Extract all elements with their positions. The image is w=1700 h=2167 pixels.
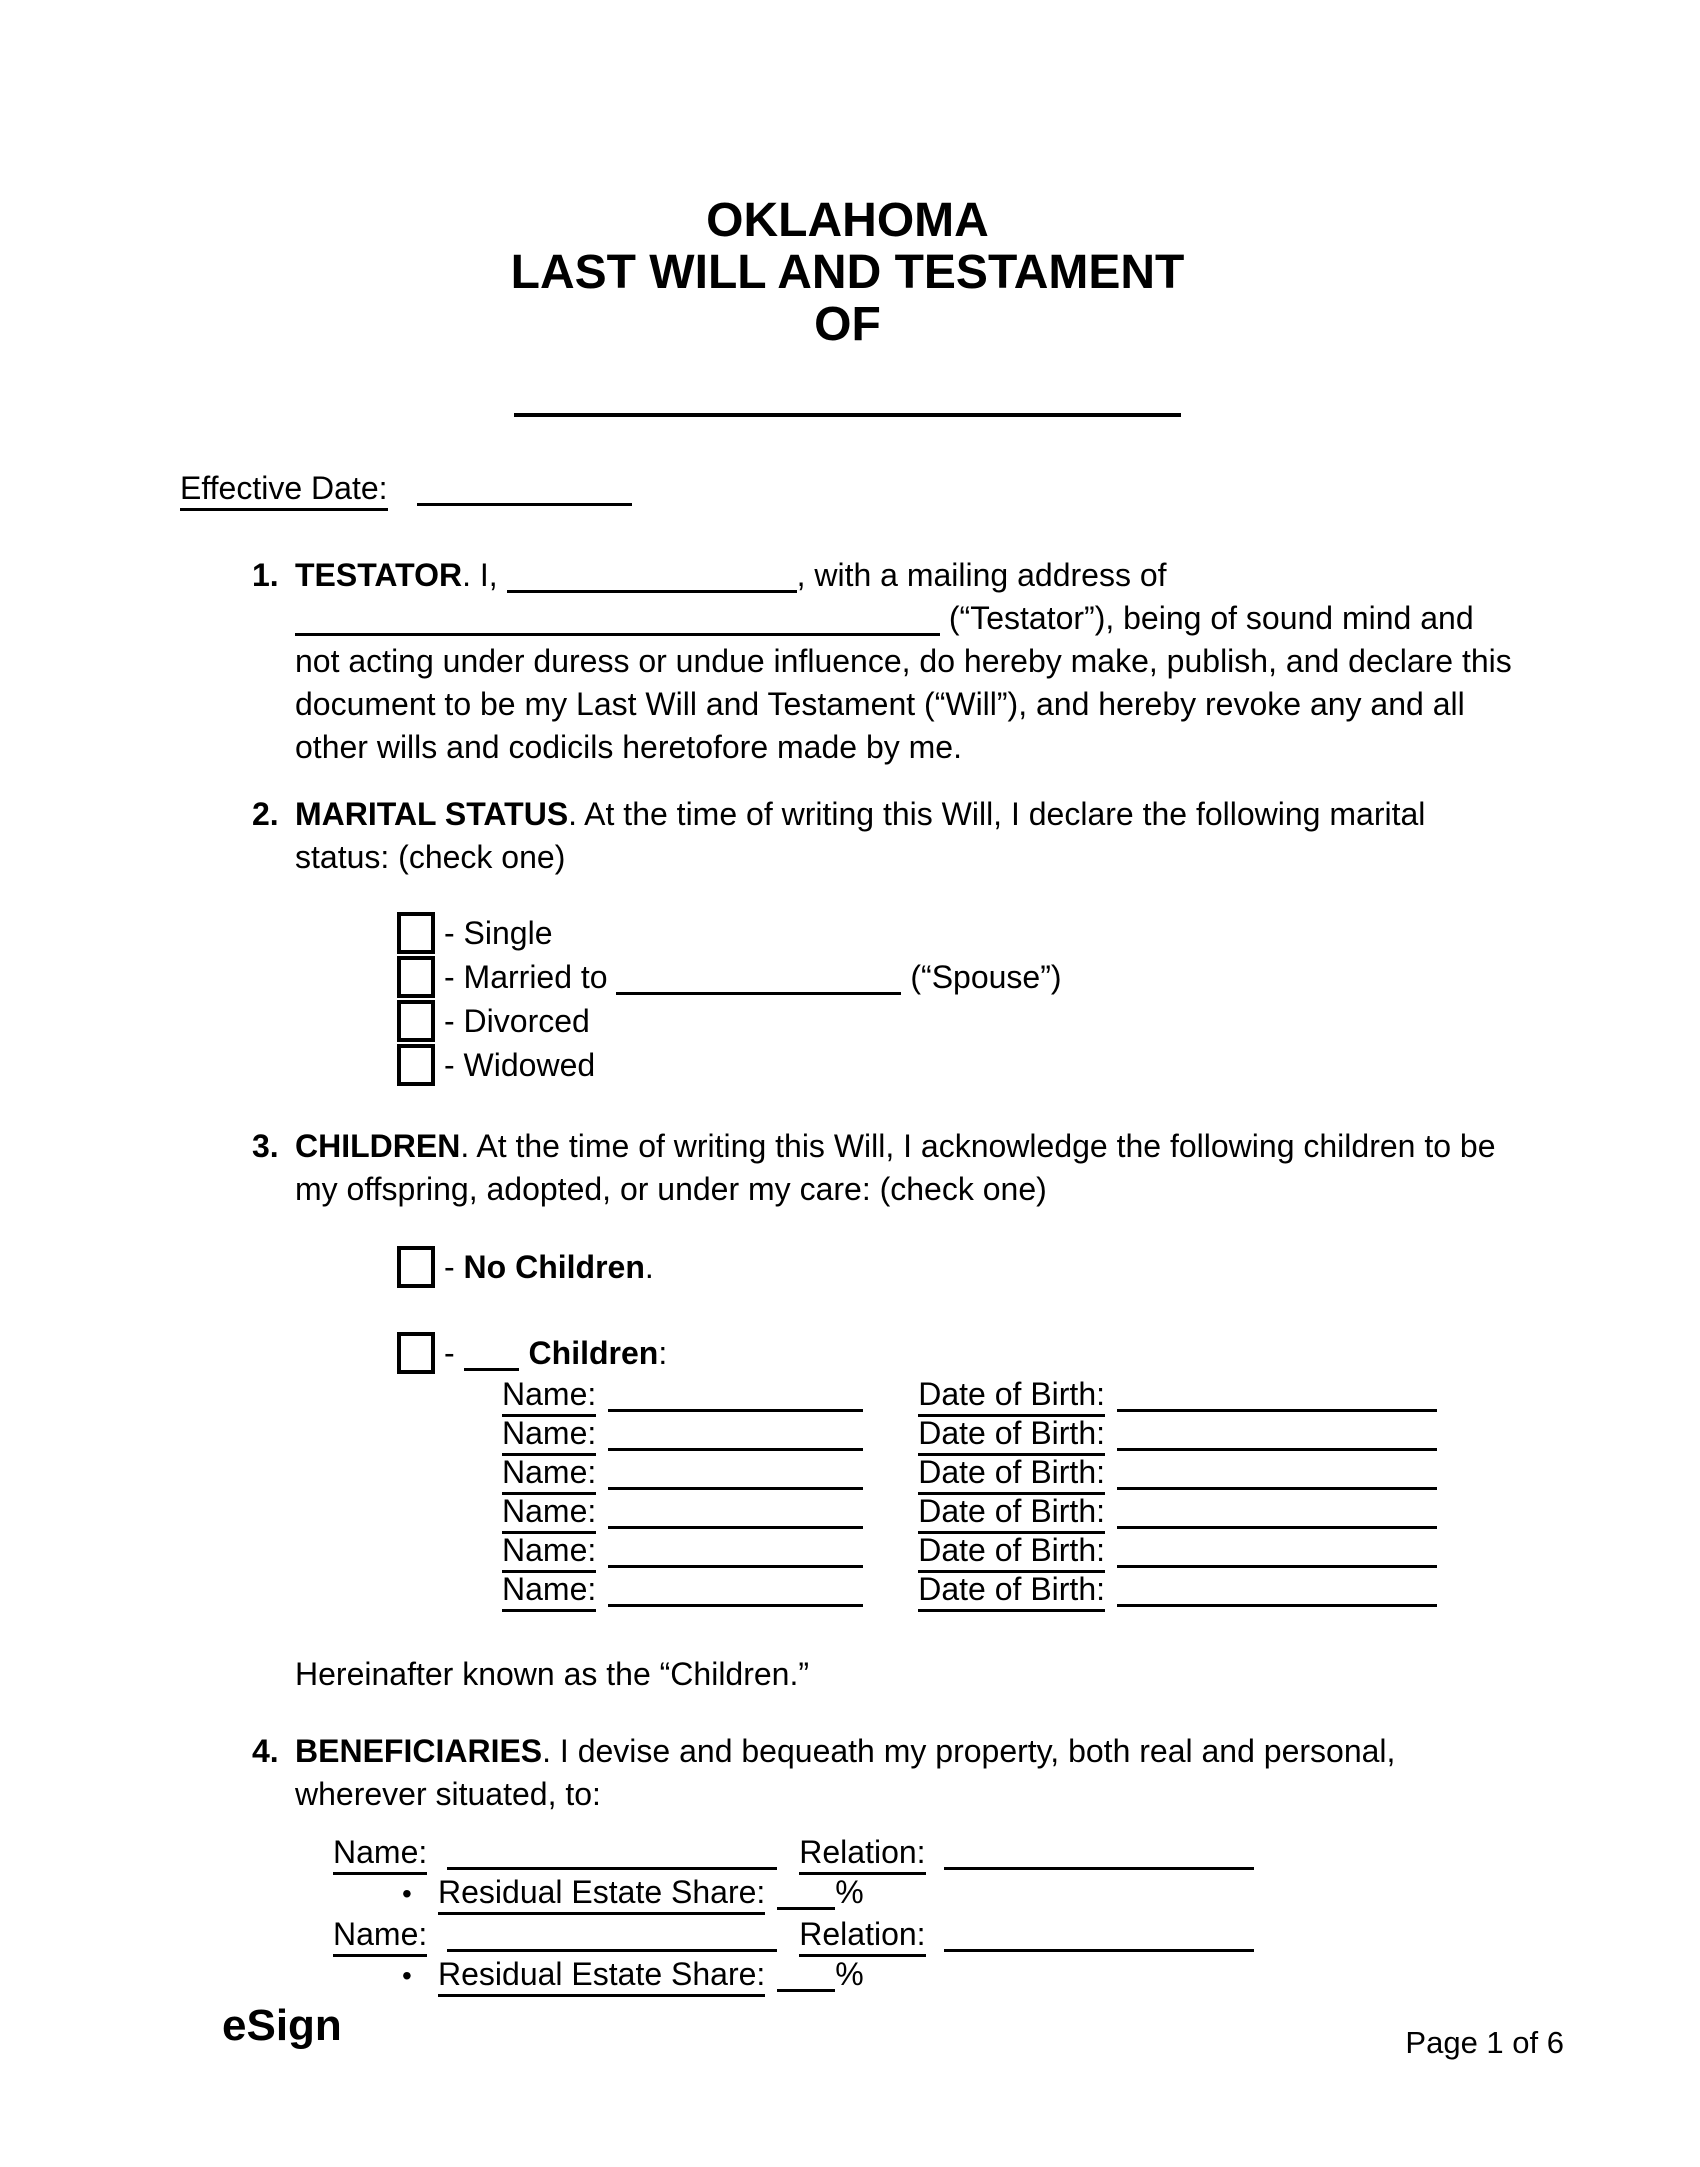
option-single	[397, 911, 1515, 955]
child-name-label: Name:	[502, 1493, 596, 1534]
blank-beneficiary-relation-2[interactable]	[944, 1923, 1254, 1952]
blank-spouse-name[interactable]	[616, 966, 901, 995]
option-divorced-label: - Divorced	[444, 1003, 590, 1039]
child-dob-label: Date of Birth:	[918, 1493, 1105, 1534]
child-dob-label: Date of Birth:	[918, 1415, 1105, 1456]
blank-beneficiary-name-1[interactable]	[447, 1841, 777, 1870]
marital-status-options	[397, 911, 1515, 1087]
section-heading-beneficiaries: BENEFICIARIES	[295, 1733, 543, 1769]
child-dob-label: Date of Birth:	[918, 1532, 1105, 1573]
residual-share-label: Residual Estate Share:	[438, 1874, 765, 1915]
children-count-prefix: -	[444, 1335, 464, 1371]
section-number-2: 2.	[252, 796, 279, 832]
blank-child-name-4[interactable]	[608, 1500, 863, 1529]
beneficiary-relation-label: Relation:	[799, 1834, 925, 1875]
child-row-3	[502, 1453, 1515, 1492]
hereinafter-note: Hereinafter known as the “Children.”	[295, 1656, 810, 1692]
beneficiary-row-1	[333, 1832, 1515, 1872]
blank-child-dob-1[interactable]	[1117, 1383, 1437, 1412]
child-row-5	[502, 1531, 1515, 1570]
blank-testator-name[interactable]	[507, 564, 797, 593]
option-no-children	[397, 1245, 1515, 1289]
beneficiary-relation-label: Relation:	[799, 1916, 925, 1957]
child-name-label: Name:	[502, 1376, 596, 1417]
checkbox-divorced[interactable]	[397, 1000, 435, 1042]
blank-child-name-3[interactable]	[608, 1461, 863, 1490]
section-number-4: 4.	[252, 1733, 279, 1769]
no-children-label: No Children	[463, 1249, 645, 1285]
esign-logo: eSign	[222, 2001, 342, 2050]
section-beneficiaries	[180, 1730, 1515, 1816]
blank-beneficiary-relation-1[interactable]	[944, 1841, 1254, 1870]
beneficiaries-text: . I devise and bequeath my property, both real and personal, wherever situated, to:	[295, 1733, 1396, 1812]
section-number-3: 3.	[252, 1128, 279, 1164]
blank-child-name-6[interactable]	[608, 1578, 863, 1607]
blank-child-dob-4[interactable]	[1117, 1500, 1437, 1529]
blank-children-count[interactable]	[464, 1342, 519, 1371]
option-married-suffix: (“Spouse”)	[901, 959, 1062, 995]
beneficiary-share-row-1	[402, 1872, 1515, 1914]
beneficiary-row-2	[333, 1914, 1515, 1954]
child-name-label: Name:	[502, 1532, 596, 1573]
children-count-suffix: :	[658, 1335, 668, 1371]
child-row-6	[502, 1570, 1515, 1609]
option-widowed	[397, 1043, 1515, 1087]
child-name-label: Name:	[502, 1454, 596, 1495]
section-children	[180, 1125, 1515, 1211]
section-heading-testator: TESTATOR	[295, 557, 463, 593]
checkbox-single[interactable]	[397, 912, 435, 954]
option-married-label: - Married to	[444, 959, 617, 995]
no-children-prefix: -	[444, 1249, 464, 1285]
percent-sign: %	[835, 1874, 864, 1910]
blank-residual-share-2[interactable]	[777, 1963, 835, 1992]
child-dob-label: Date of Birth:	[918, 1454, 1105, 1495]
effective-date-row	[180, 467, 1515, 510]
children-text: . At the time of writing this Will, I acknowledge the following children to be my offspring, adopted, or under my care: (check one)	[295, 1128, 1496, 1207]
blank-child-dob-3[interactable]	[1117, 1461, 1437, 1490]
option-single-label: - Single	[444, 915, 553, 951]
section-testator	[180, 554, 1515, 769]
blank-residual-share-1[interactable]	[777, 1881, 835, 1910]
child-name-label: Name:	[502, 1415, 596, 1456]
section-heading-marital: MARITAL STATUS	[295, 796, 569, 832]
child-name-label: Name:	[502, 1571, 596, 1612]
checkbox-no-children[interactable]	[397, 1246, 435, 1288]
option-married	[397, 955, 1515, 999]
bullet-icon: •	[402, 1960, 412, 1991]
children-count-label: Children	[528, 1335, 659, 1371]
blank-child-dob-2[interactable]	[1117, 1422, 1437, 1451]
beneficiary-share-row-2	[402, 1954, 1515, 1996]
percent-sign: %	[835, 1956, 864, 1992]
option-has-children	[397, 1331, 1515, 1375]
blank-effective-date[interactable]	[417, 477, 632, 506]
blank-child-dob-5[interactable]	[1117, 1539, 1437, 1568]
beneficiary-name-label: Name:	[333, 1916, 427, 1957]
option-widowed-label: - Widowed	[444, 1047, 596, 1083]
blank-child-dob-6[interactable]	[1117, 1578, 1437, 1607]
blank-child-name-5[interactable]	[608, 1539, 863, 1568]
child-row-1	[502, 1375, 1515, 1414]
title-line-of: OF	[814, 298, 881, 351]
section-marital-status	[180, 793, 1515, 879]
bullet-icon: •	[402, 1878, 412, 1909]
blank-testator-title-name[interactable]	[514, 413, 1181, 417]
child-dob-label: Date of Birth:	[918, 1571, 1105, 1612]
child-row-4	[502, 1492, 1515, 1531]
checkbox-has-children[interactable]	[397, 1332, 435, 1374]
blank-beneficiary-name-2[interactable]	[447, 1923, 777, 1952]
title-line-state: OKLAHOMA	[706, 194, 989, 247]
testator-text-3: (“Testator”), being of sound mind and not acting under duress or undue influence, do hereby make, publish, and declare this document to be my Last Will and Testament (“Will”), and hereby revoke any and all other wills and codicils heretofore made by me.	[295, 600, 1512, 765]
blank-child-name-1[interactable]	[608, 1383, 863, 1412]
child-row-2	[502, 1414, 1515, 1453]
marital-text: . At the time of writing this Will, I declare the following marital status: (check one)	[295, 796, 1426, 875]
blank-child-name-2[interactable]	[608, 1422, 863, 1451]
testator-text-2: , with a mailing address of	[796, 557, 1167, 593]
beneficiaries-list	[180, 1832, 1515, 1996]
effective-date-label: Effective Date:	[180, 470, 388, 511]
checkbox-married[interactable]	[397, 956, 435, 998]
blank-mailing-address[interactable]	[295, 607, 940, 636]
section-heading-children: CHILDREN	[295, 1128, 461, 1164]
beneficiary-name-label: Name:	[333, 1834, 427, 1875]
no-children-suffix: .	[644, 1249, 654, 1285]
section-number-1: 1.	[252, 557, 279, 593]
children-list	[502, 1375, 1515, 1609]
title-line-main: LAST WILL AND TESTAMENT	[510, 246, 1185, 299]
option-divorced	[397, 999, 1515, 1043]
testator-text-1: . I,	[462, 557, 507, 593]
child-dob-label: Date of Birth:	[918, 1376, 1105, 1417]
residual-share-label: Residual Estate Share:	[438, 1956, 765, 1997]
checkbox-widowed[interactable]	[397, 1044, 435, 1086]
page-number: Page 1 of 6	[1405, 2025, 1564, 2060]
document-title	[180, 195, 1515, 351]
